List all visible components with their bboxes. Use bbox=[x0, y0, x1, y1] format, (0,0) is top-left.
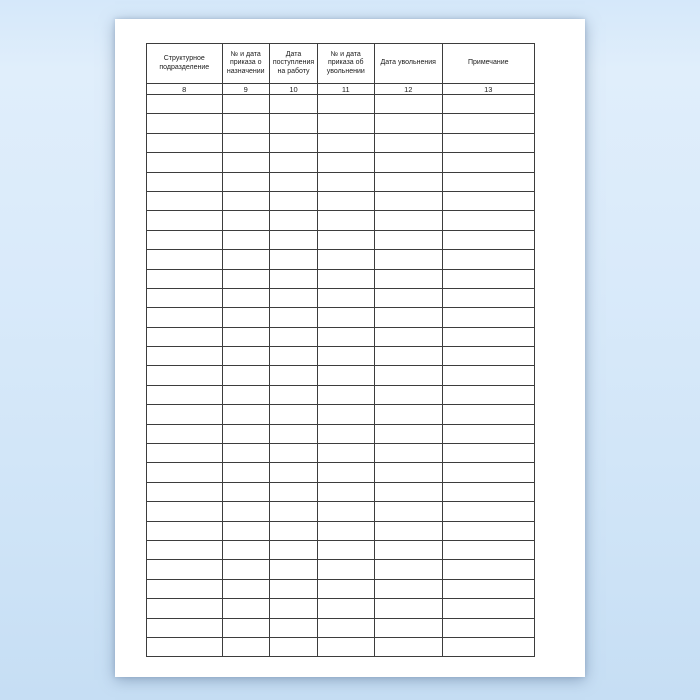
empty-cell bbox=[374, 230, 443, 249]
empty-cell bbox=[443, 618, 535, 637]
empty-cell bbox=[270, 560, 318, 579]
column-header-appointment-order: № и дата приказа о назначении bbox=[222, 44, 270, 84]
empty-cell bbox=[374, 327, 443, 346]
empty-cell bbox=[147, 599, 223, 618]
empty-cell bbox=[318, 463, 375, 482]
empty-cell bbox=[374, 405, 443, 424]
empty-cell bbox=[443, 521, 535, 540]
empty-cell bbox=[318, 153, 375, 172]
empty-cell bbox=[374, 540, 443, 559]
empty-cell bbox=[443, 560, 535, 579]
empty-cell bbox=[222, 269, 270, 288]
empty-cell bbox=[270, 521, 318, 540]
empty-cell bbox=[270, 599, 318, 618]
empty-cell bbox=[374, 95, 443, 114]
empty-cell bbox=[443, 114, 535, 133]
empty-cell bbox=[270, 540, 318, 559]
empty-cell bbox=[443, 579, 535, 598]
empty-record-row bbox=[147, 366, 535, 385]
empty-record-row bbox=[147, 560, 535, 579]
empty-record-row bbox=[147, 502, 535, 521]
empty-cell bbox=[222, 424, 270, 443]
empty-cell bbox=[270, 637, 318, 656]
empty-cell bbox=[147, 95, 223, 114]
empty-cell bbox=[318, 269, 375, 288]
empty-cell bbox=[270, 463, 318, 482]
empty-cell bbox=[222, 463, 270, 482]
empty-cell bbox=[374, 599, 443, 618]
empty-cell bbox=[147, 153, 223, 172]
empty-cell bbox=[443, 366, 535, 385]
empty-cell bbox=[270, 114, 318, 133]
empty-cell bbox=[222, 482, 270, 501]
empty-cell bbox=[443, 502, 535, 521]
empty-cell bbox=[270, 153, 318, 172]
empty-cell bbox=[147, 347, 223, 366]
empty-cell bbox=[270, 444, 318, 463]
empty-cell bbox=[318, 133, 375, 152]
empty-cell bbox=[318, 172, 375, 191]
empty-cell bbox=[318, 444, 375, 463]
empty-cell bbox=[443, 288, 535, 307]
empty-cell bbox=[443, 191, 535, 210]
empty-cell bbox=[318, 482, 375, 501]
empty-cell bbox=[318, 637, 375, 656]
empty-cell bbox=[443, 250, 535, 269]
empty-cell bbox=[318, 424, 375, 443]
empty-cell bbox=[374, 250, 443, 269]
column-header-dismissal-date: Дата увольнения bbox=[374, 44, 443, 84]
empty-cell bbox=[147, 230, 223, 249]
column-number-10: 10 bbox=[270, 84, 318, 95]
empty-cell bbox=[147, 618, 223, 637]
empty-cell bbox=[374, 288, 443, 307]
empty-cell bbox=[222, 637, 270, 656]
empty-cell bbox=[147, 560, 223, 579]
empty-cell bbox=[443, 308, 535, 327]
column-header-note: Примечание bbox=[443, 44, 535, 84]
empty-cell bbox=[222, 560, 270, 579]
empty-cell bbox=[318, 95, 375, 114]
empty-record-row bbox=[147, 385, 535, 404]
empty-record-row bbox=[147, 269, 535, 288]
empty-record-row bbox=[147, 579, 535, 598]
empty-cell bbox=[318, 191, 375, 210]
empty-cell bbox=[374, 463, 443, 482]
empty-cell bbox=[374, 191, 443, 210]
empty-cell bbox=[443, 172, 535, 191]
empty-cell bbox=[147, 424, 223, 443]
document-page bbox=[115, 19, 585, 677]
empty-cell bbox=[318, 327, 375, 346]
empty-cell bbox=[222, 385, 270, 404]
empty-cell bbox=[270, 191, 318, 210]
empty-cell bbox=[270, 618, 318, 637]
empty-cell bbox=[443, 424, 535, 443]
empty-cell bbox=[443, 599, 535, 618]
empty-cell bbox=[222, 250, 270, 269]
column-header-structural-unit: Структурное подразделение bbox=[147, 44, 223, 84]
empty-cell bbox=[443, 133, 535, 152]
empty-cell bbox=[222, 133, 270, 152]
empty-cell bbox=[222, 172, 270, 191]
column-number-11: 11 bbox=[318, 84, 375, 95]
empty-cell bbox=[443, 327, 535, 346]
empty-record-row bbox=[147, 463, 535, 482]
empty-cell bbox=[443, 637, 535, 656]
column-number-13: 13 bbox=[443, 84, 535, 95]
empty-record-row bbox=[147, 618, 535, 637]
empty-record-row bbox=[147, 230, 535, 249]
empty-cell bbox=[270, 288, 318, 307]
empty-cell bbox=[374, 482, 443, 501]
empty-cell bbox=[147, 191, 223, 210]
empty-cell bbox=[443, 463, 535, 482]
empty-record-row bbox=[147, 172, 535, 191]
empty-record-row bbox=[147, 95, 535, 114]
empty-cell bbox=[270, 269, 318, 288]
empty-cell bbox=[443, 153, 535, 172]
empty-cell bbox=[147, 502, 223, 521]
empty-cell bbox=[270, 579, 318, 598]
empty-cell bbox=[318, 366, 375, 385]
empty-cell bbox=[374, 269, 443, 288]
empty-cell bbox=[270, 133, 318, 152]
empty-cell bbox=[374, 172, 443, 191]
empty-record-row bbox=[147, 424, 535, 443]
empty-cell bbox=[443, 269, 535, 288]
column-number-9: 9 bbox=[222, 84, 270, 95]
empty-cell bbox=[374, 347, 443, 366]
empty-record-row bbox=[147, 191, 535, 210]
empty-cell bbox=[147, 540, 223, 559]
empty-record-row bbox=[147, 133, 535, 152]
empty-cell bbox=[374, 502, 443, 521]
empty-cell bbox=[222, 95, 270, 114]
empty-record-row bbox=[147, 250, 535, 269]
empty-cell bbox=[318, 114, 375, 133]
empty-cell bbox=[147, 521, 223, 540]
empty-cell bbox=[222, 521, 270, 540]
empty-cell bbox=[270, 347, 318, 366]
empty-cell bbox=[270, 405, 318, 424]
empty-cell bbox=[443, 211, 535, 230]
empty-cell bbox=[374, 133, 443, 152]
empty-cell bbox=[270, 366, 318, 385]
empty-cell bbox=[147, 405, 223, 424]
empty-cell bbox=[318, 288, 375, 307]
empty-cell bbox=[443, 540, 535, 559]
empty-cell bbox=[270, 502, 318, 521]
column-number-8: 8 bbox=[147, 84, 223, 95]
empty-cell bbox=[270, 230, 318, 249]
empty-record-row bbox=[147, 347, 535, 366]
empty-cell bbox=[270, 211, 318, 230]
empty-cell bbox=[374, 424, 443, 443]
empty-cell bbox=[374, 560, 443, 579]
empty-cell bbox=[222, 347, 270, 366]
empty-cell bbox=[374, 579, 443, 598]
empty-cell bbox=[222, 444, 270, 463]
empty-cell bbox=[318, 502, 375, 521]
empty-cell bbox=[318, 211, 375, 230]
column-header-dismissal-order: № и дата приказа об увольнении bbox=[318, 44, 375, 84]
empty-cell bbox=[222, 540, 270, 559]
empty-cell bbox=[147, 385, 223, 404]
empty-cell bbox=[318, 560, 375, 579]
empty-cell bbox=[270, 327, 318, 346]
empty-cell bbox=[374, 366, 443, 385]
empty-record-row bbox=[147, 405, 535, 424]
employment-record-table bbox=[146, 43, 535, 657]
empty-cell bbox=[147, 288, 223, 307]
empty-cell bbox=[222, 191, 270, 210]
column-number-12: 12 bbox=[374, 84, 443, 95]
empty-cell bbox=[222, 327, 270, 346]
column-header-start-date: Дата поступления на работу bbox=[270, 44, 318, 84]
empty-cell bbox=[374, 637, 443, 656]
empty-cell bbox=[318, 230, 375, 249]
empty-cell bbox=[443, 405, 535, 424]
empty-cell bbox=[443, 95, 535, 114]
empty-cell bbox=[374, 385, 443, 404]
empty-cell bbox=[318, 250, 375, 269]
empty-record-row bbox=[147, 211, 535, 230]
empty-record-row bbox=[147, 288, 535, 307]
empty-cell bbox=[147, 579, 223, 598]
empty-cell bbox=[443, 482, 535, 501]
empty-cell bbox=[270, 424, 318, 443]
empty-cell bbox=[222, 579, 270, 598]
empty-record-row bbox=[147, 114, 535, 133]
empty-record-row bbox=[147, 327, 535, 346]
empty-cell bbox=[318, 599, 375, 618]
empty-cell bbox=[222, 308, 270, 327]
empty-cell bbox=[374, 618, 443, 637]
empty-cell bbox=[147, 482, 223, 501]
empty-cell bbox=[147, 463, 223, 482]
empty-cell bbox=[443, 385, 535, 404]
empty-cell bbox=[374, 211, 443, 230]
empty-cell bbox=[374, 308, 443, 327]
empty-cell bbox=[270, 482, 318, 501]
empty-cell bbox=[147, 327, 223, 346]
empty-record-row bbox=[147, 482, 535, 501]
empty-cell bbox=[147, 172, 223, 191]
empty-cell bbox=[147, 308, 223, 327]
empty-cell bbox=[318, 405, 375, 424]
empty-cell bbox=[318, 308, 375, 327]
empty-cell bbox=[147, 211, 223, 230]
empty-cell bbox=[147, 250, 223, 269]
empty-cell bbox=[374, 114, 443, 133]
empty-cell bbox=[443, 230, 535, 249]
empty-cell bbox=[270, 95, 318, 114]
empty-cell bbox=[318, 540, 375, 559]
empty-cell bbox=[270, 308, 318, 327]
empty-cell bbox=[147, 637, 223, 656]
empty-cell bbox=[222, 230, 270, 249]
empty-cell bbox=[270, 250, 318, 269]
empty-cell bbox=[222, 618, 270, 637]
empty-cell bbox=[318, 618, 375, 637]
empty-cell bbox=[443, 347, 535, 366]
empty-cell bbox=[374, 444, 443, 463]
empty-record-row bbox=[147, 637, 535, 656]
empty-record-row bbox=[147, 308, 535, 327]
empty-cell bbox=[147, 366, 223, 385]
empty-cell bbox=[147, 444, 223, 463]
empty-cell bbox=[318, 385, 375, 404]
column-number-row bbox=[147, 84, 535, 95]
empty-cell bbox=[443, 444, 535, 463]
empty-record-row bbox=[147, 521, 535, 540]
empty-cell bbox=[222, 366, 270, 385]
empty-record-row bbox=[147, 599, 535, 618]
empty-cell bbox=[318, 521, 375, 540]
empty-record-row bbox=[147, 444, 535, 463]
table-header-row bbox=[147, 44, 535, 84]
empty-cell bbox=[270, 385, 318, 404]
empty-cell bbox=[147, 133, 223, 152]
empty-cell bbox=[318, 347, 375, 366]
empty-cell bbox=[222, 599, 270, 618]
empty-cell bbox=[222, 405, 270, 424]
empty-cell bbox=[222, 153, 270, 172]
empty-record-row bbox=[147, 153, 535, 172]
empty-cell bbox=[374, 521, 443, 540]
empty-cell bbox=[147, 114, 223, 133]
empty-cell bbox=[374, 153, 443, 172]
empty-cell bbox=[222, 211, 270, 230]
empty-record-row bbox=[147, 540, 535, 559]
empty-cell bbox=[270, 172, 318, 191]
empty-cell bbox=[222, 502, 270, 521]
empty-cell bbox=[318, 579, 375, 598]
empty-cell bbox=[222, 288, 270, 307]
empty-cell bbox=[147, 269, 223, 288]
empty-cell bbox=[222, 114, 270, 133]
